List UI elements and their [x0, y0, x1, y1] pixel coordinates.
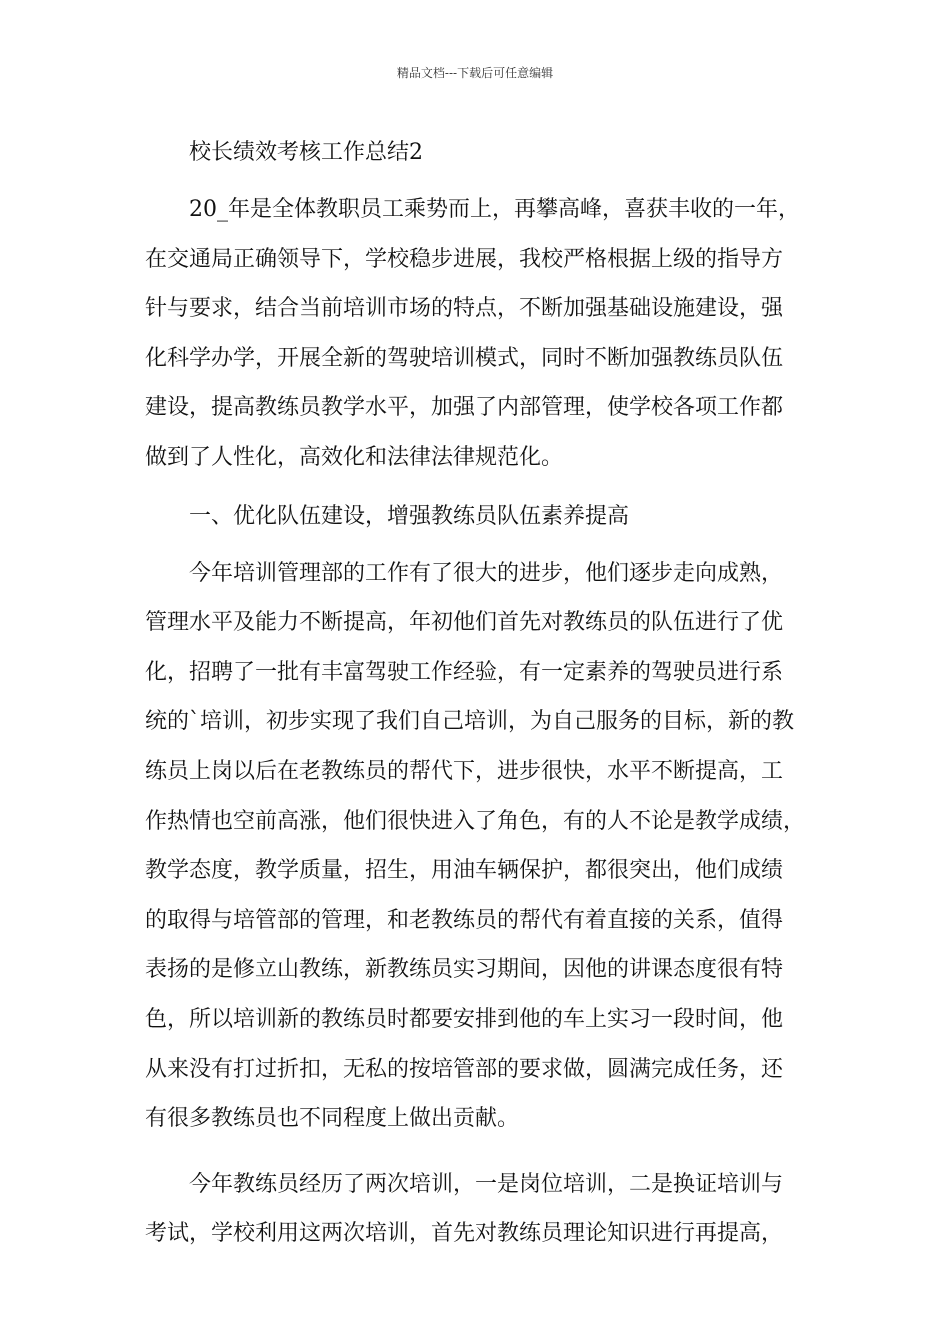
- text-line: 教学态度，教学质量，招生，用油车辆保护，都很突出，他们成绩: [145, 858, 784, 884]
- text-line: 今年教练员经历了两次培训，一是岗位培训，二是换证培训与: [189, 1171, 784, 1197]
- document-title: 校长绩效考核工作总结2: [189, 140, 423, 165]
- text-line: 练员上岗以后在老教练员的帮代下，进步很快，水平不断提高，工: [145, 758, 784, 784]
- text-line: 从来没有打过折扣，无私的按培管部的要求做，圆满完成任务，还: [145, 1056, 784, 1082]
- text-line: 管理水平及能力不断提高，年初他们首先对教练员的队伍进行了优: [145, 610, 784, 636]
- text-line: 统的`培训，初步实现了我们自己培训，为自己服务的目标，新的教: [145, 709, 795, 735]
- text-line: 色，所以培训新的教练员时都要安排到他的车上实习一段时间，他: [145, 1006, 784, 1032]
- document-body: [145, 135, 823, 1275]
- page-header: 精品文档---下载后可任意编辑: [396, 66, 554, 80]
- text-line: 针与要求，结合当前培训市场的特点，不断加强基础设施建设，强: [145, 296, 784, 322]
- text-line: 考试，学校利用这两次培训，首先对教练员理论知识进行再提高，: [145, 1221, 784, 1247]
- text-line: 做到了人性化，高效化和法律法律规范化。: [145, 444, 564, 470]
- paragraph-training: [145, 1160, 823, 1259]
- section-heading: 一、优化队伍建设，增强教练员队伍素养提高: [189, 503, 630, 529]
- text-line: 的取得与培管部的管理，和老教练员的帮代有着直接的关系，值得: [145, 907, 784, 933]
- text-line: 20_年是全体教职员工乘势而上，再攀高峰，喜获丰收的一年，: [189, 197, 800, 222]
- text-line: 在交通局正确领导下，学校稳步进展，我校严格根据上级的指导方: [145, 246, 784, 272]
- paragraph-intro: [145, 185, 823, 483]
- text-line: 建设，提高教练员教学水平，加强了内部管理，使学校各项工作都: [145, 395, 784, 421]
- text-line: 化，招聘了一批有丰富驾驶工作经验，有一定素养的驾驶员进行系: [145, 659, 784, 685]
- paragraph-team: [145, 549, 823, 1144]
- text-line: 有很多教练员也不同程度上做出贡献。: [145, 1106, 520, 1132]
- text-line: 今年培训管理部的工作有了很大的进步，他们逐步走向成熟，: [189, 560, 784, 586]
- text-line: 表扬的是修立山教练，新教练员实习期间，因他的讲课态度很有特: [145, 957, 784, 983]
- text-line: 作热情也空前高涨，他们很快进入了角色，有的人不论是教学成绩，: [145, 808, 806, 834]
- text-line: 化科学办学，开展全新的驾驶培训模式，同时不断加强教练员队伍: [145, 345, 784, 371]
